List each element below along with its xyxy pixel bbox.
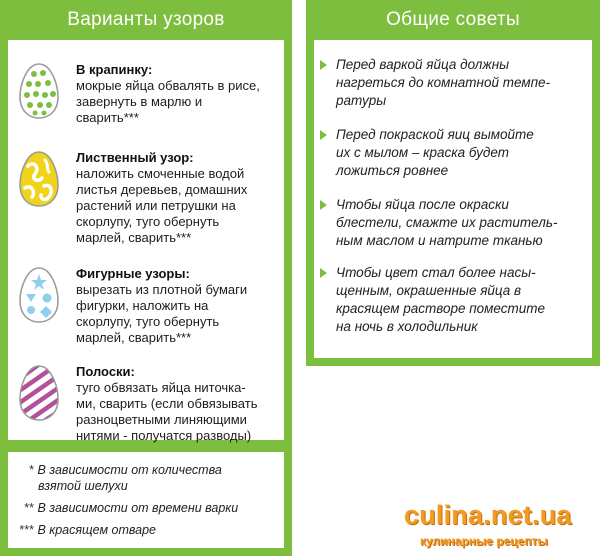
pattern-desc-line: скорлупу, туго обернуть: [76, 214, 220, 229]
tips-panel: [306, 0, 600, 366]
footnote-line: В зависимости от количества: [37, 463, 222, 477]
pattern-desc-line: листья деревьев, домашних: [76, 182, 248, 197]
pattern-item-shapes: [8, 266, 284, 350]
tips-panel-title: Общие советы: [386, 9, 520, 30]
pattern-item-stripes: [8, 364, 284, 448]
footnote-line: взятой шелухи: [38, 479, 128, 493]
tip-line: блестели, смажте их раститель-: [336, 215, 558, 230]
footnote-item: [8, 522, 278, 538]
pattern-desc-line: марлей, сварить***: [76, 230, 192, 245]
site-watermark: [398, 500, 598, 552]
pattern-desc-line: сварить***: [76, 110, 139, 125]
tip-line: на ночь в холодильник: [336, 319, 478, 334]
tip-line: их с мылом – краска будет: [336, 145, 509, 160]
bullet-arrow-icon: [320, 60, 327, 70]
footnote-item: [8, 500, 278, 516]
tip-item: [336, 126, 584, 180]
tip-line: Чтобы яйца после окраски: [336, 197, 509, 212]
pattern-text: [76, 150, 278, 246]
footnote-item: [8, 462, 278, 494]
pattern-desc-line: туго обвязать яйца ниточка-: [76, 380, 246, 395]
tip-line: Перед покраской яиц вымойте: [336, 127, 534, 142]
tip-line: Перед варкой яйца должны: [336, 57, 510, 72]
footnote-mark: **: [24, 501, 34, 515]
pattern-item-leaf: [8, 150, 284, 250]
patterns-panel: [0, 0, 292, 448]
bullet-arrow-icon: [320, 200, 327, 210]
pattern-desc-line: ми, сварить (если обвязывать: [76, 396, 258, 411]
pattern-title: Полоски:: [76, 364, 135, 379]
footnote-mark: ***: [19, 523, 34, 537]
tip-line: ложиться ровнее: [336, 163, 449, 178]
striped-egg-icon: [18, 364, 60, 422]
tip-line: щенным, окрашенные яйца в: [336, 283, 522, 298]
pattern-text: [76, 364, 278, 444]
leaf-pattern-egg-icon: [18, 150, 60, 208]
watermark-subtitle: кулинарные рецепты: [420, 534, 548, 548]
tip-item: [336, 196, 584, 250]
bullet-arrow-icon: [320, 130, 327, 140]
tip-line: ратуры: [336, 93, 387, 108]
pattern-desc-line: нитями - получатся разводы): [76, 428, 252, 443]
pattern-title: В крапинку:: [76, 62, 153, 77]
pattern-desc-line: скорлупу, туго обернуть: [76, 314, 220, 329]
pattern-desc-line: вырезать из плотной бумаги: [76, 282, 248, 297]
pattern-desc-line: разноцветными линяющими: [76, 412, 247, 427]
dotted-egg-icon: [18, 62, 60, 120]
footnote-mark: *: [29, 463, 34, 477]
pattern-desc-line: растений или петрушки на: [76, 198, 236, 213]
pattern-title: Фигурные узоры:: [76, 266, 190, 281]
tip-line: нагреться до комнатной темпе-: [336, 75, 551, 90]
tip-line: красящем растворе поместите: [336, 301, 546, 316]
pattern-desc-line: наложить смоченные водой: [76, 166, 245, 181]
bullet-arrow-icon: [320, 268, 327, 278]
pattern-text: [76, 62, 278, 126]
shapes-egg-icon: [18, 266, 60, 324]
patterns-panel-title: Варианты узоров: [67, 9, 225, 30]
footnotes-panel-body: [8, 452, 284, 548]
footnote-line: В красящем отваре: [37, 523, 156, 537]
tip-item: [336, 264, 584, 336]
pattern-desc-line: фигурки, наложить на: [76, 298, 209, 313]
patterns-panel-body: [8, 40, 284, 443]
pattern-text: [76, 266, 278, 346]
pattern-title: Лиственный узор:: [76, 150, 194, 165]
pattern-desc-line: марлей, сварить***: [76, 330, 192, 345]
footnote-line: В зависимости от времени варки: [37, 501, 239, 515]
tips-panel-body: [314, 40, 592, 358]
pattern-item-dotted: [8, 62, 284, 142]
footnotes-panel: [0, 448, 292, 556]
pattern-desc-line: мокрые яйца обвалять в рисе,: [76, 78, 260, 93]
tip-line: Чтобы цвет стал более насы-: [336, 265, 536, 280]
tip-line: ным маслом и натрите тканью: [336, 233, 543, 248]
watermark-site-name: culina.net.ua: [404, 500, 572, 530]
pattern-desc-line: завернуть в марлю и: [76, 94, 203, 109]
tip-item: [336, 56, 584, 110]
